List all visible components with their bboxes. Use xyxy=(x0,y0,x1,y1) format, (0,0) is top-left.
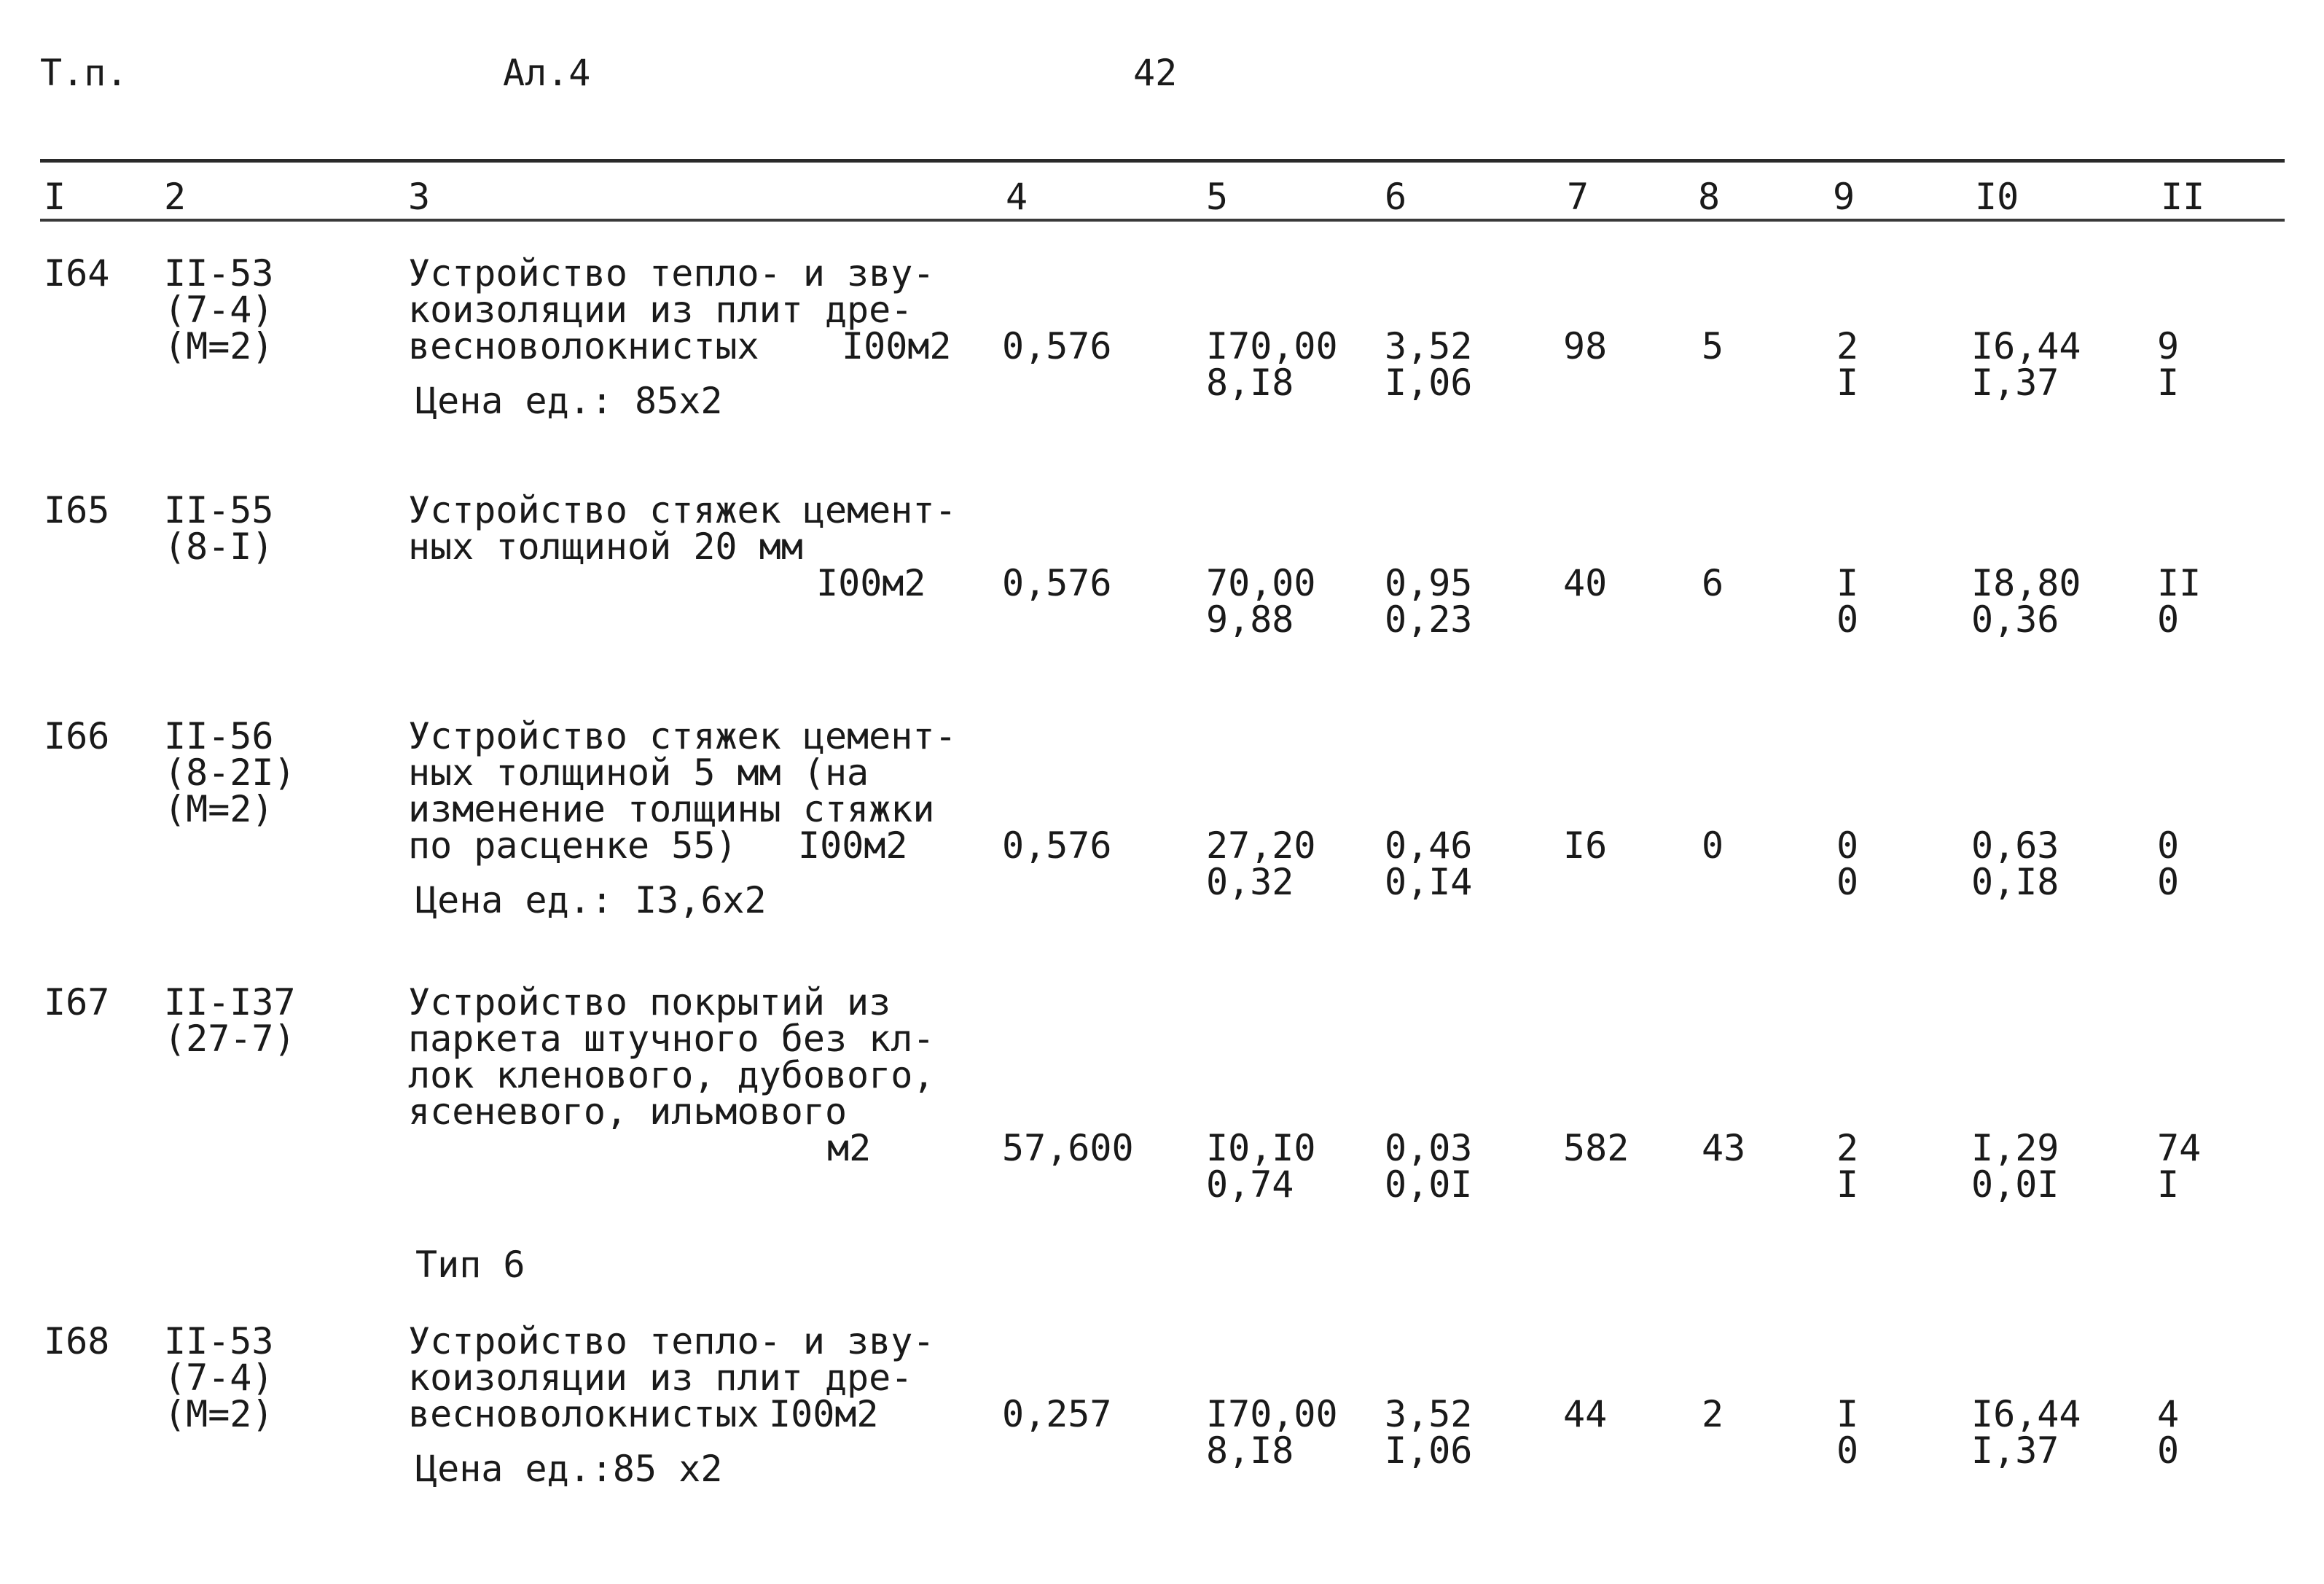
type-section-label: Тип 6 xyxy=(415,1244,525,1286)
col7-value: I6 xyxy=(1563,824,1608,867)
col-header-1: I xyxy=(44,176,66,218)
col-header-4: 4 xyxy=(1006,176,1028,218)
col-header-5: 5 xyxy=(1206,176,1229,218)
row-number: I65 xyxy=(44,489,110,531)
col10-bottom: 0,0I xyxy=(1971,1163,2059,1206)
col6-bottom: 0,0I xyxy=(1385,1163,1473,1206)
col9-bottom: I xyxy=(1836,362,1859,404)
col5-bottom: 9,88 xyxy=(1206,598,1294,641)
col6-top: 0,03 xyxy=(1385,1127,1473,1169)
unit-of-measure: I00м2 xyxy=(842,325,952,367)
norm-code: II-55 (8-I) xyxy=(164,489,274,568)
col9-bottom: I xyxy=(1836,1163,1859,1206)
col9-top: 0 xyxy=(1836,824,1859,867)
col-header-8: 8 xyxy=(1698,176,1721,218)
col5-top: 27,20 xyxy=(1206,824,1316,867)
table-top-rule xyxy=(40,159,2285,163)
col11-bottom: I xyxy=(2157,362,2180,404)
col11-bottom: 0 xyxy=(2157,598,2180,641)
row-number: I66 xyxy=(44,715,110,757)
col10-top: I6,44 xyxy=(1971,1393,2081,1435)
quantity: 57,600 xyxy=(1002,1127,1134,1169)
col5-bottom: 0,74 xyxy=(1206,1163,1294,1206)
unit-price-note: Цена ед.:85 х2 xyxy=(415,1448,723,1490)
col7-value: 44 xyxy=(1563,1393,1608,1435)
norm-code: II-I37 (27-7) xyxy=(164,981,296,1060)
col7-value: 582 xyxy=(1563,1127,1629,1169)
col-header-9: 9 xyxy=(1833,176,1855,218)
col11-top: 9 xyxy=(2157,325,2180,367)
norm-code: II-56 (8-2I) (М=2) xyxy=(164,715,296,830)
quantity: 0,576 xyxy=(1002,562,1112,604)
col-header-3: 3 xyxy=(408,176,431,218)
col5-top: I0,I0 xyxy=(1206,1127,1316,1169)
col5-top: 70,00 xyxy=(1206,562,1316,604)
col11-top: 0 xyxy=(2157,824,2180,867)
unit-price-note: Цена ед.: 85х2 xyxy=(415,380,723,422)
doc-type-label: Т.п. xyxy=(40,52,128,94)
work-description: Устройство тепло- и зву- коизоляции из плит дре- весноволокнистых xyxy=(408,252,935,367)
col11-bottom: 0 xyxy=(2157,861,2180,903)
quantity: 0,257 xyxy=(1002,1393,1112,1435)
unit-of-measure: I00м2 xyxy=(769,1393,879,1435)
quantity: 0,576 xyxy=(1002,824,1112,867)
col6-top: 0,95 xyxy=(1385,562,1473,604)
row-number: I68 xyxy=(44,1320,110,1362)
col7-value: 98 xyxy=(1563,325,1608,367)
col10-top: 0,63 xyxy=(1971,824,2059,867)
unit-price-note: Цена ед.: I3,6х2 xyxy=(415,879,767,921)
col8-value: 43 xyxy=(1702,1127,1746,1169)
work-description: Устройство стяжек цемент- ных толщиной 5 мм (на изменение толщины стяжки по расценке 55) xyxy=(408,715,957,867)
col11-top: 4 xyxy=(2157,1393,2180,1435)
col9-bottom: 0 xyxy=(1836,598,1859,641)
norm-code: II-53 (7-4) (М=2) xyxy=(164,252,274,367)
col10-bottom: 0,I8 xyxy=(1971,861,2059,903)
row-number: I64 xyxy=(44,252,110,294)
row-number: I67 xyxy=(44,981,110,1023)
col10-bottom: 0,36 xyxy=(1971,598,2059,641)
norm-code: II-53 (7-4) (М=2) xyxy=(164,1320,274,1435)
col5-bottom: 8,I8 xyxy=(1206,362,1294,404)
col5-bottom: 0,32 xyxy=(1206,861,1294,903)
col8-value: 0 xyxy=(1702,824,1724,867)
work-description: Устройство стяжек цемент- ных толщиной 20 мм xyxy=(408,489,957,568)
work-description: Устройство тепло- и зву- коизоляции из плит дре- весноволокнистых xyxy=(408,1320,935,1435)
col10-top: I8,80 xyxy=(1971,562,2081,604)
col-header-2: 2 xyxy=(164,176,187,218)
col11-top: II xyxy=(2157,562,2202,604)
col5-top: I70,00 xyxy=(1206,325,1338,367)
col6-bottom: 0,23 xyxy=(1385,598,1473,641)
col11-bottom: I xyxy=(2157,1163,2180,1206)
page-number: 42 xyxy=(1133,52,1178,94)
col8-value: 5 xyxy=(1702,325,1724,367)
unit-of-measure: м2 xyxy=(827,1127,872,1169)
unit-of-measure: I00м2 xyxy=(798,824,908,867)
col10-bottom: I,37 xyxy=(1971,362,2059,404)
col6-bottom: I,06 xyxy=(1385,1429,1473,1472)
col5-top: I70,00 xyxy=(1206,1393,1338,1435)
col8-value: 6 xyxy=(1702,562,1724,604)
col8-value: 2 xyxy=(1702,1393,1724,1435)
col6-bottom: 0,I4 xyxy=(1385,861,1473,903)
quantity: 0,576 xyxy=(1002,325,1112,367)
col10-top: I6,44 xyxy=(1971,325,2081,367)
unit-of-measure: I00м2 xyxy=(816,562,926,604)
album-label: Ал.4 xyxy=(503,52,591,94)
col6-top: 3,52 xyxy=(1385,325,1473,367)
col9-bottom: 0 xyxy=(1836,861,1859,903)
col11-top: 74 xyxy=(2157,1127,2202,1169)
col-header-10: I0 xyxy=(1975,176,2019,218)
col6-bottom: I,06 xyxy=(1385,362,1473,404)
col9-top: I xyxy=(1836,562,1859,604)
col10-top: I,29 xyxy=(1971,1127,2059,1169)
col5-bottom: 8,I8 xyxy=(1206,1429,1294,1472)
col-header-7: 7 xyxy=(1567,176,1589,218)
col9-top: I xyxy=(1836,1393,1859,1435)
col6-top: 0,46 xyxy=(1385,824,1473,867)
col6-top: 3,52 xyxy=(1385,1393,1473,1435)
col-header-11: II xyxy=(2161,176,2205,218)
col9-bottom: 0 xyxy=(1836,1429,1859,1472)
work-description: Устройство покрытий из паркета штучного без кл- лок кленового, дубового, ясеневого, ильмового xyxy=(408,981,935,1133)
col9-top: 2 xyxy=(1836,1127,1859,1169)
col-header-6: 6 xyxy=(1385,176,1407,218)
col10-bottom: I,37 xyxy=(1971,1429,2059,1472)
col7-value: 40 xyxy=(1563,562,1608,604)
col11-bottom: 0 xyxy=(2157,1429,2180,1472)
header-bottom-rule xyxy=(40,219,2285,222)
col9-top: 2 xyxy=(1836,325,1859,367)
